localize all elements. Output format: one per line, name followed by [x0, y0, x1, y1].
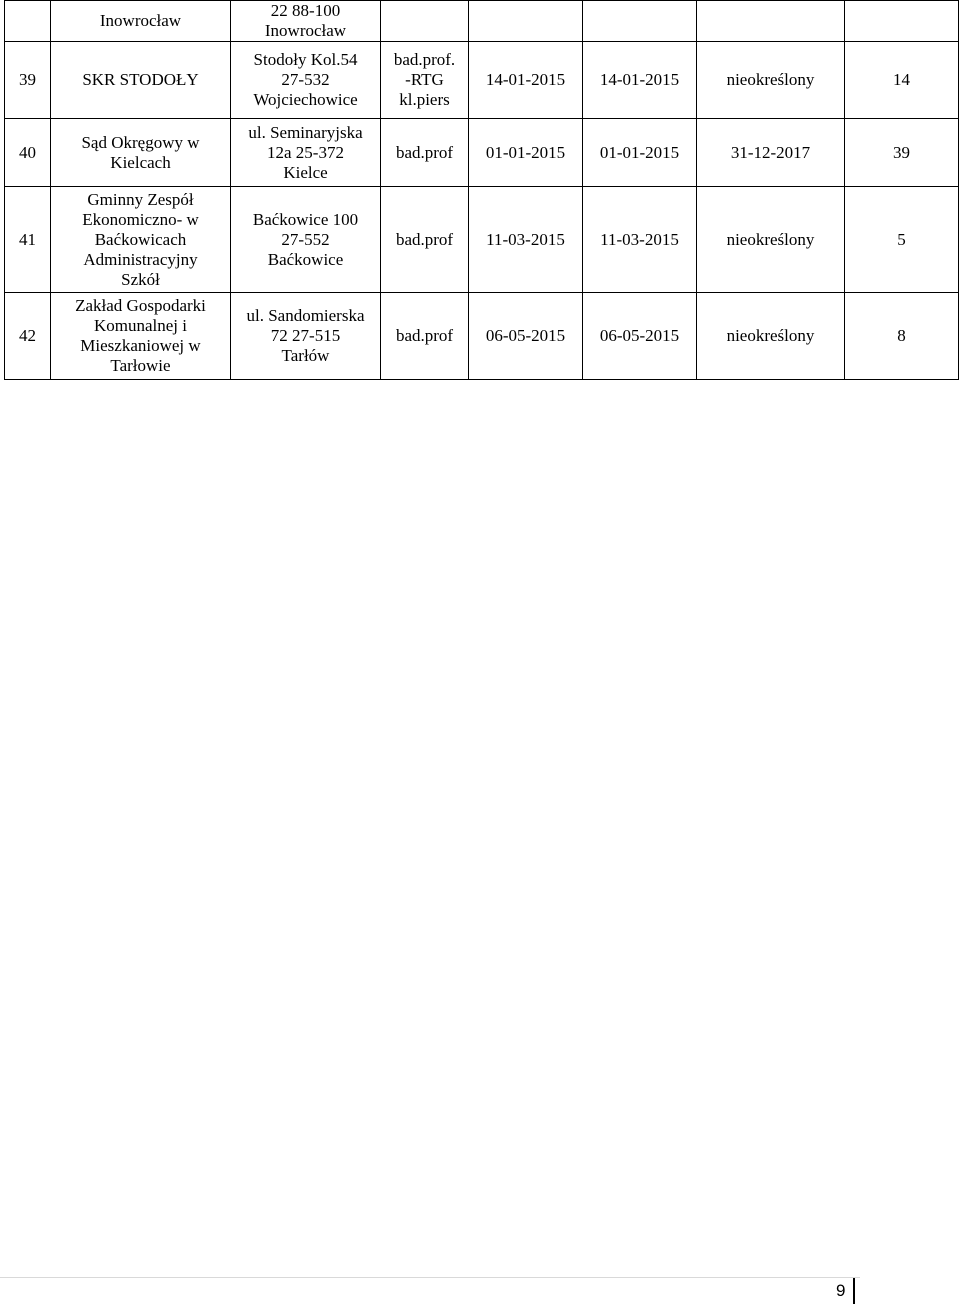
footer-divider — [0, 1277, 860, 1278]
name-line: Baćkowicach — [94, 229, 187, 249]
cell-date-from: 14-01-2015 — [583, 42, 697, 119]
table-row — [5, 119, 959, 187]
cell-type: bad.prof — [381, 293, 469, 380]
name-line: SKR STODOŁY — [82, 70, 199, 89]
cell-type: bad.prof — [381, 119, 469, 187]
cell-name — [51, 187, 231, 293]
cell-date-to — [697, 1, 845, 42]
cell-date-from: 11-03-2015 — [583, 187, 697, 293]
cell-address — [231, 42, 381, 119]
cell-name: Inowrocław — [51, 1, 231, 42]
table-row — [5, 293, 959, 380]
table-row-continuation — [5, 1, 959, 42]
cell-date-to: nieokreślony — [697, 293, 845, 380]
cell-date-to: nieokreślony — [697, 42, 845, 119]
cell-date-from: 01-01-2015 — [583, 119, 697, 187]
cell-lp — [5, 1, 51, 42]
cell-number — [845, 1, 959, 42]
name-line: Mieszkaniowej w — [80, 336, 201, 355]
cell-address — [231, 119, 381, 187]
name-line: Kielcach — [110, 152, 171, 172]
address-line: Inowrocław — [264, 21, 347, 40]
address-line: Kielce — [283, 162, 328, 182]
cell-lp: 39 — [5, 42, 51, 119]
cell-date-start: 01-01-2015 — [469, 119, 583, 187]
name-line: Gminny Zespół — [87, 189, 194, 209]
address-line: ul. Sandomierska — [246, 306, 365, 325]
address-line: Stodoły Kol.54 — [253, 50, 358, 69]
name-line: Sąd Okręgowy w — [81, 132, 200, 152]
cell-lp: 41 — [5, 187, 51, 293]
cell-name — [51, 42, 231, 119]
address-line: 12a 25-372 — [267, 142, 344, 162]
type-line: -RTG — [405, 70, 444, 89]
address-line: ul. Seminaryjska — [248, 122, 363, 142]
address-line: 72 27-515 — [270, 326, 341, 345]
address-line: Wojciechowice — [253, 90, 358, 109]
address-line: 22 88-100 — [270, 1, 341, 20]
table-row — [5, 187, 959, 293]
cell-number: 14 — [845, 42, 959, 119]
name-line: Szkół — [121, 269, 160, 289]
name-line: Komunalnej i — [93, 316, 187, 335]
cell-lp: 42 — [5, 293, 51, 380]
cell-date-start — [469, 1, 583, 42]
cell-name — [51, 119, 231, 187]
cell-type: bad.prof — [381, 187, 469, 293]
type-line: bad.prof. — [393, 50, 456, 69]
cell-date-to: nieokreślony — [697, 187, 845, 293]
cell-date-start: 11-03-2015 — [469, 187, 583, 293]
address-line: Baćkowice 100 — [252, 209, 359, 229]
address-line: 27-532 — [281, 70, 330, 89]
cell-name — [51, 293, 231, 380]
cell-date-from — [583, 1, 697, 42]
cell-date-start: 14-01-2015 — [469, 42, 583, 119]
address-line: Baćkowice — [267, 249, 344, 269]
cell-address — [231, 293, 381, 380]
type-line: kl.piers — [399, 90, 450, 109]
table-row — [5, 42, 959, 119]
cell-address — [231, 187, 381, 293]
name-line: Tarłowie — [110, 356, 171, 375]
page-footer — [836, 1278, 855, 1304]
registry-table — [4, 0, 959, 380]
cell-type — [381, 42, 469, 119]
cell-number: 39 — [845, 119, 959, 187]
page-number: 9 — [836, 1281, 846, 1300]
cell-address — [231, 1, 381, 42]
cell-lp: 40 — [5, 119, 51, 187]
name-line: Ekonomiczno- w — [82, 209, 199, 229]
cell-date-start: 06-05-2015 — [469, 293, 583, 380]
cell-date-from: 06-05-2015 — [583, 293, 697, 380]
page-number-bar — [853, 1278, 855, 1304]
name-line: Zakład Gospodarki — [75, 296, 206, 315]
cell-number: 8 — [845, 293, 959, 380]
cell-date-to: 31-12-2017 — [697, 119, 845, 187]
cell-type — [381, 1, 469, 42]
address-line: Tarłów — [281, 346, 330, 365]
address-line: 27-552 — [281, 229, 330, 249]
cell-number: 5 — [845, 187, 959, 293]
name-line: Administracyjny — [83, 249, 198, 269]
